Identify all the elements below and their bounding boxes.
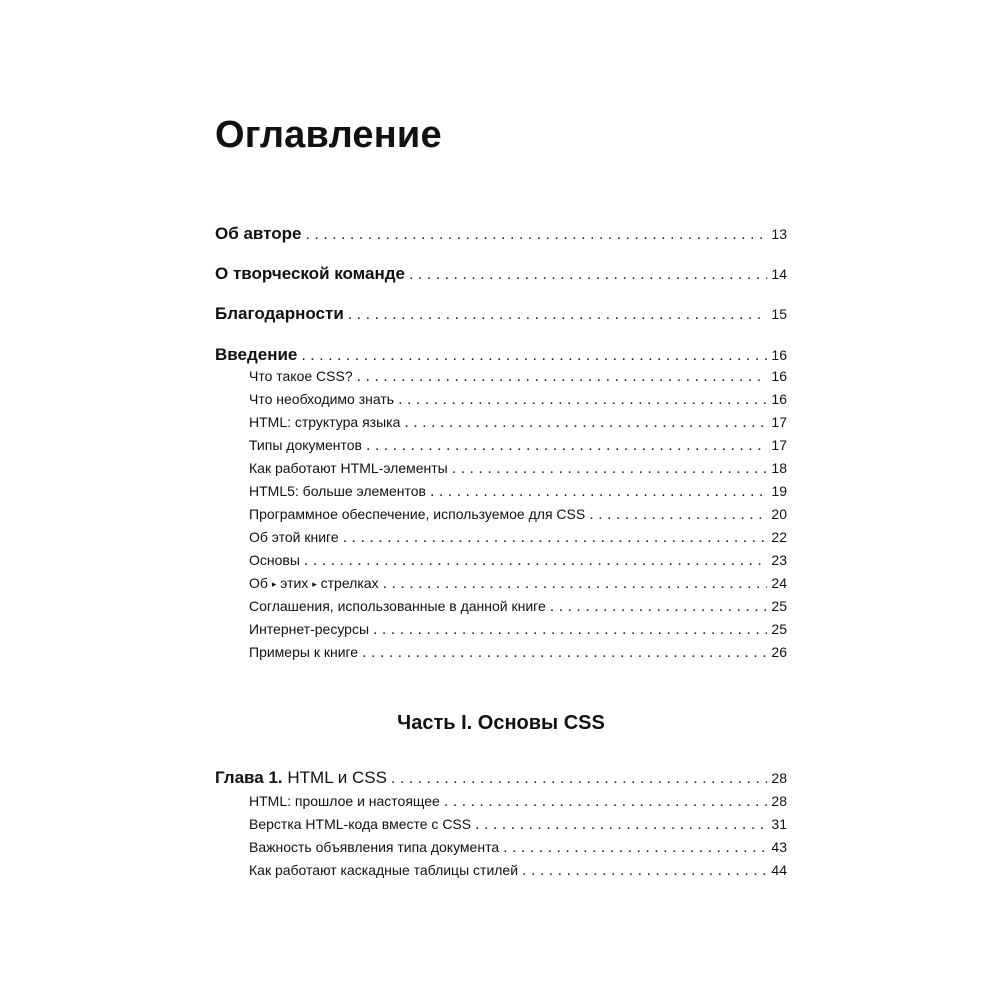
toc-page-number: 13: [771, 226, 787, 242]
toc-page-number: 14: [771, 266, 787, 282]
toc-entry-about-author[interactable]: [215, 224, 787, 244]
toc-page-number: 18: [771, 460, 787, 476]
label-word: стрелках: [320, 575, 379, 591]
toc-subentry[interactable]: [215, 414, 787, 432]
toc-entry-label: [249, 575, 379, 591]
toc-page-number: 31: [771, 816, 787, 832]
toc-subentry[interactable]: [215, 460, 787, 478]
label-word: этих: [280, 575, 309, 591]
toc-entry-creative-team[interactable]: [215, 264, 787, 284]
toc-page-number: 44: [771, 862, 787, 878]
toc-page-number: 24: [771, 575, 787, 591]
toc-subentry[interactable]: [215, 529, 787, 547]
dot-leader: [305, 226, 767, 244]
toc-entry-acknowledgements[interactable]: [215, 304, 787, 324]
toc-subentry[interactable]: [215, 437, 787, 455]
toc-page-number: 28: [771, 793, 787, 809]
part-title: Часть I. Основы CSS: [397, 712, 605, 734]
dot-leader: [373, 621, 767, 639]
dot-leader: [503, 839, 767, 857]
dot-leader: [301, 347, 767, 365]
toc-entry-label: HTML5: больше элементов: [249, 483, 426, 499]
toc-entry-label: Примеры к книге: [249, 644, 359, 660]
toc-page-number: 28: [771, 770, 787, 786]
dot-leader: [444, 793, 768, 811]
toc-entry-label: Важность объявления типа документа: [249, 839, 500, 855]
dot-leader: [398, 391, 767, 409]
dot-leader: [430, 483, 767, 501]
dot-leader: [348, 306, 768, 324]
dot-leader: [366, 437, 767, 455]
dot-leader: [550, 598, 768, 616]
chapter-title: HTML и CSS: [287, 768, 387, 787]
page-title: Оглавление: [215, 114, 442, 156]
toc-page-number: 25: [771, 621, 787, 637]
toc-subentry[interactable]: [215, 644, 787, 662]
toc-subentry[interactable]: [215, 839, 787, 857]
toc-subentry[interactable]: [215, 816, 787, 834]
triangle-arrow-icon: ▸: [271, 579, 277, 589]
toc-entry-label: Основы: [249, 552, 300, 568]
toc-entry-label: Интернет-ресурсы: [249, 621, 370, 637]
dot-leader: [362, 644, 767, 662]
dot-leader: [409, 266, 767, 284]
toc-subentry[interactable]: [215, 391, 787, 409]
dot-leader: [357, 368, 768, 386]
toc-entry-label: Программное обеспечение, используемое для CSS: [249, 506, 586, 522]
toc-page-number: 16: [771, 368, 787, 384]
toc-page-number: 17: [771, 414, 787, 430]
toc-entry-label: HTML: структура языка: [249, 414, 401, 430]
toc-entry-label: Соглашения, использованные в данной книге: [249, 598, 546, 614]
label-word: Об: [249, 575, 268, 591]
toc-page-number: 17: [771, 437, 787, 453]
toc-page-number: 16: [771, 391, 787, 407]
toc-page-number: 20: [771, 506, 787, 522]
toc-page-number: 43: [771, 839, 787, 855]
toc-page-number: 26: [771, 644, 787, 660]
toc-entry-label: Как работают каскадные таблицы стилей: [249, 862, 519, 878]
toc-entry-label: Об этой книге: [249, 529, 339, 545]
dot-leader: [343, 529, 768, 547]
dot-leader: [383, 575, 768, 593]
toc-entry-introduction[interactable]: [215, 345, 787, 365]
toc-subentry[interactable]: [215, 552, 787, 570]
toc-entry-label: Что такое CSS?: [249, 368, 353, 384]
dot-leader: [391, 770, 768, 788]
dot-leader: [452, 460, 768, 478]
toc-page-number: 15: [771, 306, 787, 322]
toc-subentry[interactable]: [215, 598, 787, 616]
dot-leader: [522, 862, 767, 880]
toc-subentry[interactable]: [215, 483, 787, 501]
toc-subentry[interactable]: [215, 368, 787, 386]
toc-entry-label: Верстка HTML-кода вместе с CSS: [249, 816, 472, 832]
toc-entry-label: [215, 768, 387, 788]
toc-entry-label: HTML: прошлое и настоящее: [249, 793, 440, 809]
toc-entry-label: Что необходимо знать: [249, 391, 395, 407]
toc-page-number: 23: [771, 552, 787, 568]
toc-entry-label: Введение: [215, 345, 298, 364]
toc-subentry[interactable]: [215, 793, 787, 811]
dot-leader: [304, 552, 768, 570]
triangle-arrow-icon: ▸: [312, 579, 317, 589]
toc-entry-label: Как работают HTML-элементы: [249, 460, 448, 476]
toc-subentry[interactable]: [215, 506, 787, 524]
dot-leader: [404, 414, 767, 432]
toc-entry-chapter-1[interactable]: [215, 768, 787, 788]
toc-subentry[interactable]: [215, 575, 787, 593]
toc-page-number: 19: [771, 483, 787, 499]
chapter-number: Глава 1.: [215, 768, 283, 787]
toc-entry-label: Типы документов: [249, 437, 362, 453]
toc-page-number: 22: [771, 529, 787, 545]
toc-entry-label: О творческой команде: [215, 264, 406, 283]
toc-subentry[interactable]: [215, 862, 787, 880]
toc-subentry[interactable]: [215, 621, 787, 639]
toc-entry-label: Об авторе: [215, 224, 302, 243]
toc-page-number: 16: [771, 347, 787, 363]
toc-entry-label: Благодарности: [215, 304, 344, 323]
dot-leader: [475, 816, 767, 834]
dot-leader: [589, 506, 767, 524]
toc-page-number: 25: [771, 598, 787, 614]
